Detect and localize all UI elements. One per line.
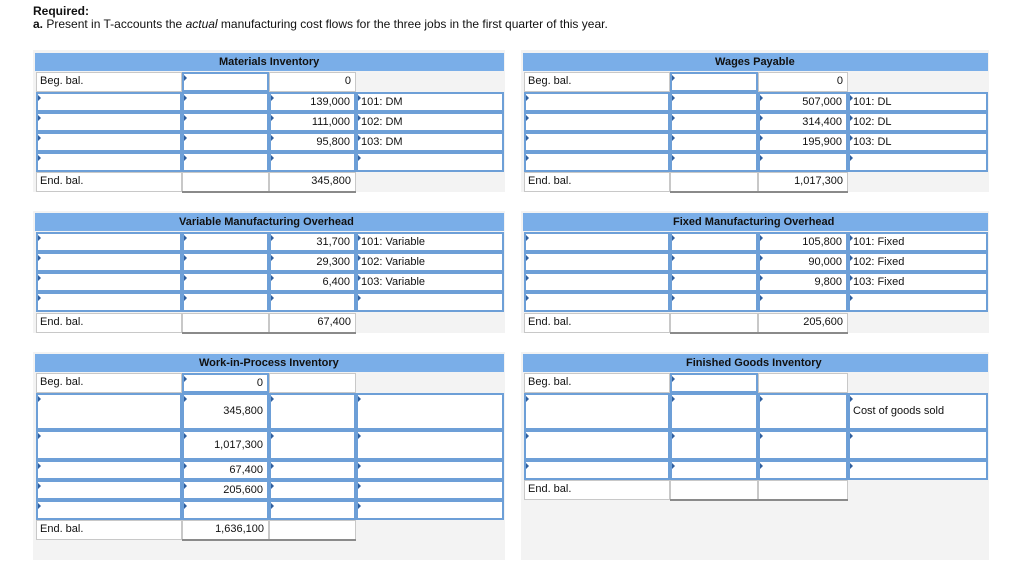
debit-desc-input[interactable] <box>524 112 670 132</box>
credit-amount-input[interactable]: 111,000 <box>269 112 356 132</box>
debit-amount-input[interactable] <box>182 500 269 520</box>
credit-amount-input[interactable]: 139,000 <box>269 92 356 112</box>
debit-desc-input[interactable] <box>36 292 182 312</box>
credit-amount-input[interactable] <box>269 480 356 500</box>
credit-amount-input[interactable] <box>758 292 848 312</box>
debit-end-value <box>670 313 758 333</box>
credit-end-value: 205,600 <box>758 313 848 333</box>
credit-desc-input[interactable] <box>356 460 504 480</box>
debit-beg-value[interactable]: 0 <box>182 373 269 393</box>
debit-desc-input[interactable] <box>36 152 182 172</box>
ending-underline <box>182 539 356 541</box>
ending-underline <box>182 332 356 334</box>
debit-amount-input[interactable] <box>182 292 269 312</box>
account-title: Wages Payable <box>715 56 795 68</box>
credit-amount-input[interactable]: 507,000 <box>758 92 848 112</box>
debit-amount-input[interactable] <box>182 232 269 252</box>
question-post: manufacturing cost flows for the three jobs in the first quarter of this year. <box>217 17 608 31</box>
beg-bal-label: Beg. bal. <box>524 373 670 393</box>
credit-end-value <box>758 480 848 500</box>
debit-end-value <box>182 313 269 333</box>
ending-underline <box>182 191 356 193</box>
debit-amount-input[interactable] <box>182 132 269 152</box>
credit-desc-input[interactable] <box>356 152 504 172</box>
debit-amount-input[interactable] <box>670 460 758 480</box>
credit-beg-value: 0 <box>758 72 848 92</box>
debit-amount-input[interactable] <box>670 92 758 112</box>
debit-end-value <box>670 172 758 192</box>
debit-desc-input[interactable] <box>36 480 182 500</box>
debit-desc-input[interactable] <box>524 460 670 480</box>
credit-desc-input[interactable] <box>356 393 504 430</box>
credit-desc-input[interactable]: 102: Variable <box>356 252 504 272</box>
debit-desc-input[interactable] <box>524 430 670 460</box>
debit-amount-input[interactable] <box>670 430 758 460</box>
debit-amount-input[interactable] <box>182 112 269 132</box>
credit-desc-input[interactable] <box>356 500 504 520</box>
debit-amount-input[interactable] <box>670 132 758 152</box>
debit-desc-input[interactable] <box>36 430 182 460</box>
debit-amount-input[interactable]: 205,600 <box>182 480 269 500</box>
debit-desc-input[interactable] <box>524 292 670 312</box>
debit-desc-input[interactable] <box>524 272 670 292</box>
ending-underline <box>670 332 848 334</box>
credit-amount-input[interactable]: 29,300 <box>269 252 356 272</box>
question-emphasis: actual <box>185 17 218 31</box>
debit-desc-input[interactable] <box>524 232 670 252</box>
credit-desc-input[interactable]: 102: DL <box>848 112 988 132</box>
part-label: a. <box>33 17 44 31</box>
end-bal-label: End. bal. <box>524 313 670 333</box>
debit-beg-input[interactable] <box>670 373 758 393</box>
credit-amount-input[interactable]: 31,700 <box>269 232 356 252</box>
debit-amount-input[interactable] <box>182 252 269 272</box>
debit-amount-input[interactable] <box>182 272 269 292</box>
credit-desc-input[interactable] <box>356 480 504 500</box>
credit-desc-input[interactable]: 103: DM <box>356 132 504 152</box>
debit-desc-input[interactable] <box>36 252 182 272</box>
debit-end-value <box>182 172 269 192</box>
end-bal-label: End. bal. <box>36 172 182 192</box>
beg-bal-label: Beg. bal. <box>36 373 182 393</box>
debit-beg-input[interactable] <box>670 72 758 92</box>
credit-desc-input[interactable]: 102: DM <box>356 112 504 132</box>
credit-amount-input[interactable] <box>758 393 848 430</box>
end-bal-label: End. bal. <box>524 172 670 192</box>
debit-desc-input[interactable] <box>36 272 182 292</box>
credit-desc-input[interactable]: 101: Fixed <box>848 232 988 252</box>
debit-end-value <box>670 480 758 500</box>
credit-amount-input[interactable]: 9,800 <box>758 272 848 292</box>
debit-amount-input[interactable] <box>670 112 758 132</box>
account-title: Variable Manufacturing Overhead <box>179 216 354 228</box>
credit-end-value <box>269 520 356 540</box>
beg-bal-label: Beg. bal. <box>524 72 670 92</box>
credit-beg-value: 0 <box>269 72 356 92</box>
credit-beg-value <box>269 373 356 393</box>
debit-desc-input[interactable] <box>36 112 182 132</box>
debit-end-value: 1,636,100 <box>182 520 269 540</box>
credit-amount-input[interactable] <box>269 430 356 460</box>
credit-desc-input[interactable] <box>848 460 988 480</box>
debit-desc-input[interactable] <box>36 92 182 112</box>
debit-amount-input[interactable]: 345,800 <box>182 393 269 430</box>
credit-desc-input[interactable]: 102: Fixed <box>848 252 988 272</box>
debit-desc-input[interactable] <box>524 393 670 430</box>
credit-desc-input[interactable]: 103: Fixed <box>848 272 988 292</box>
credit-amount-input[interactable] <box>758 152 848 172</box>
debit-desc-input[interactable] <box>524 132 670 152</box>
account-title: Materials Inventory <box>219 56 320 68</box>
ending-underline <box>670 499 848 501</box>
credit-amount-input[interactable] <box>758 430 848 460</box>
debit-amount-input[interactable] <box>670 252 758 272</box>
ending-underline <box>670 191 848 193</box>
credit-desc-input[interactable]: 103: DL <box>848 132 988 152</box>
debit-amount-input[interactable] <box>670 272 758 292</box>
credit-amount-input[interactable] <box>269 152 356 172</box>
credit-amount-input[interactable]: 195,900 <box>758 132 848 152</box>
end-bal-label: End. bal. <box>36 313 182 333</box>
credit-beg-value <box>758 373 848 393</box>
debit-desc-input[interactable] <box>36 232 182 252</box>
debit-desc-input[interactable] <box>36 500 182 520</box>
end-bal-label: End. bal. <box>524 480 670 500</box>
credit-amount-input[interactable]: 314,400 <box>758 112 848 132</box>
question-text <box>33 17 608 31</box>
debit-desc-input[interactable] <box>36 393 182 430</box>
credit-amount-input[interactable]: 6,400 <box>269 272 356 292</box>
debit-amount-input[interactable] <box>182 92 269 112</box>
credit-desc-input[interactable] <box>356 430 504 460</box>
credit-end-value: 67,400 <box>269 313 356 333</box>
credit-desc-input[interactable] <box>848 430 988 460</box>
debit-amount-input[interactable] <box>670 152 758 172</box>
debit-desc-input[interactable] <box>36 460 182 480</box>
debit-desc-input[interactable] <box>36 132 182 152</box>
beg-bal-label: Beg. bal. <box>36 72 182 92</box>
credit-amount-input[interactable]: 95,800 <box>269 132 356 152</box>
credit-end-value: 345,800 <box>269 172 356 192</box>
credit-amount-input[interactable]: 90,000 <box>758 252 848 272</box>
credit-desc-input[interactable] <box>356 292 504 312</box>
credit-amount-input[interactable] <box>758 460 848 480</box>
credit-amount-input[interactable] <box>269 393 356 430</box>
end-bal-label: End. bal. <box>36 520 182 540</box>
debit-desc-input[interactable] <box>524 92 670 112</box>
credit-desc-input[interactable]: 101: DL <box>848 92 988 112</box>
debit-amount-input[interactable] <box>670 232 758 252</box>
credit-end-value: 1,017,300 <box>758 172 848 192</box>
credit-desc-input[interactable]: Cost of goods sold <box>848 393 988 430</box>
account-title: Fixed Manufacturing Overhead <box>673 216 835 228</box>
debit-amount-input[interactable]: 1,017,300 <box>182 430 269 460</box>
credit-amount-input[interactable] <box>269 460 356 480</box>
required-heading: Required: <box>33 4 90 18</box>
debit-amount-input[interactable] <box>670 393 758 430</box>
debit-desc-input[interactable] <box>524 152 670 172</box>
debit-amount-input[interactable] <box>182 152 269 172</box>
credit-desc-input[interactable] <box>848 152 988 172</box>
credit-amount-input[interactable]: 105,800 <box>758 232 848 252</box>
credit-desc-input[interactable]: 103: Variable <box>356 272 504 292</box>
account-title: Work-in-Process Inventory <box>199 357 339 369</box>
account-title: Finished Goods Inventory <box>686 357 822 369</box>
credit-amount-input[interactable] <box>269 500 356 520</box>
debit-amount-input[interactable] <box>670 292 758 312</box>
debit-amount-input[interactable]: 67,400 <box>182 460 269 480</box>
debit-beg-input[interactable] <box>182 72 269 92</box>
question-pre: Present in T-accounts the <box>46 17 186 31</box>
debit-desc-input[interactable] <box>524 252 670 272</box>
credit-desc-input[interactable]: 101: Variable <box>356 232 504 252</box>
credit-amount-input[interactable] <box>269 292 356 312</box>
credit-desc-input[interactable] <box>848 292 988 312</box>
credit-desc-input[interactable]: 101: DM <box>356 92 504 112</box>
